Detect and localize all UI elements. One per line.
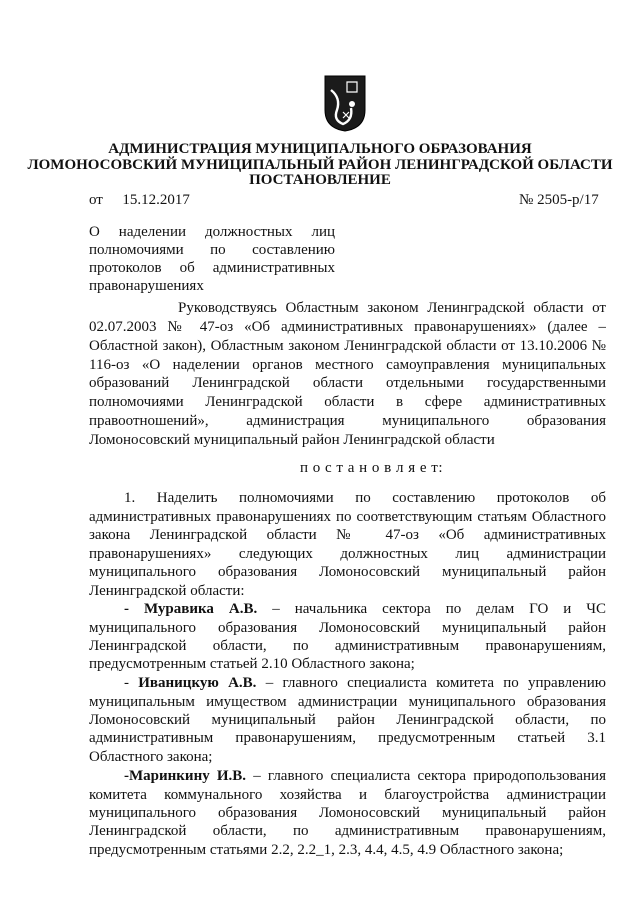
item-line: административных правонарушениях по соответствующим статьям Областного	[89, 509, 606, 525]
document-type-title: ПОСТАНОВЛЕНИЕ	[249, 172, 391, 188]
date-prefix: от	[89, 192, 103, 208]
person-line: административным правонарушениям, предусмотренным статьей 3.1	[89, 730, 606, 746]
item-line: 1. Наделить полномочиями по составлению протоколов об	[124, 490, 606, 506]
preamble-line: 02.07.2003 № 47-оз «Об административных правонарушениях» (далее –	[89, 319, 606, 335]
preamble-line: 116-оз «О наделении органов местного самоуправления муниципальных	[89, 357, 606, 373]
preamble-line: образований Ленинградской области отдельными государственными	[89, 375, 606, 391]
subject-line: протоколов об административных	[89, 260, 335, 276]
preamble-line: Областной закон), Областным законом Ленинградской области от 13.10.2006 №	[89, 338, 606, 354]
person-line: муниципального образования Ломоносовский муниципальный район	[89, 805, 606, 821]
coat-of-arms-icon	[323, 74, 367, 132]
person-line: комитета коммунального хозяйства и благоустройства администрации	[89, 787, 606, 803]
person-name: - Муравика А.В.	[124, 601, 258, 617]
person-name: -Маринкину И.В.	[124, 768, 247, 784]
document-date: 15.12.2017	[122, 192, 190, 208]
person-line: муниципального образования Ломоносовский муниципальный район	[89, 620, 606, 636]
person-first-line	[124, 600, 606, 618]
person-position: – начальника сектора по делам ГО и ЧС	[257, 601, 606, 617]
person-line: Ленинградской области, по административным правонарушениям,	[89, 823, 606, 839]
decree-word: п о с т а н о в л я е т:	[300, 460, 444, 476]
item-line: закона Ленинградской области № 47-оз «Об административных	[89, 527, 606, 543]
item-line: Ленинградской области:	[89, 583, 245, 599]
person-line: Областного закона;	[89, 749, 213, 765]
person-line: предусмотренным статьей 2.10 Областного закона;	[89, 656, 415, 672]
person-name: Иваницкую А.В.	[138, 675, 257, 691]
number-row	[519, 191, 599, 209]
item-line: правонарушениях» следующих должностных лиц администрации	[89, 546, 606, 562]
person-first-line	[124, 674, 606, 692]
date-row	[89, 191, 190, 209]
preamble-line: полномочиями Ленинградской области в сфере административных	[89, 394, 606, 410]
document-number: 2505-р/17	[537, 192, 599, 208]
person-line: Ленинградской области, по административным правонарушениям,	[89, 638, 606, 654]
org-title-line-2: ЛОМОНОСОВСКИЙ МУНИЦИПАЛЬНЫЙ РАЙОН ЛЕНИНГРАДСКОЙ ОБЛАСТИ	[27, 157, 613, 173]
person-line: Ломоносовский муниципальный район Ленинградской области, по	[89, 712, 606, 728]
person-line: предусмотренным статьями 2.2, 2.2_1, 2.3, 4.4, 4.5, 4.9 Областного закона;	[89, 842, 564, 858]
subject-line: О наделении должностных лиц	[89, 224, 335, 240]
preamble-line: Руководствуясь Областным законом Ленинградской области от	[178, 300, 606, 316]
person-first-line	[124, 767, 606, 785]
preamble-line: Ломоносовский муниципальный район Ленинградской области	[89, 432, 495, 448]
person-position: – главного специалиста комитета по управлению	[256, 675, 606, 691]
preamble-line: правоотношений», администрация муниципального образования	[89, 413, 606, 429]
person-position: – главного специалиста сектора природопользования	[246, 768, 606, 784]
subject-line: полномочиями по составлению	[89, 242, 335, 258]
item-line: муниципального образования Ломоносовский муниципальный район	[89, 564, 606, 580]
number-prefix: №	[519, 192, 534, 208]
subject-line: правонарушениях	[89, 278, 204, 294]
person-dash: -	[124, 675, 139, 691]
org-title-line-1: АДМИНИСТРАЦИЯ МУНИЦИПАЛЬНОГО ОБРАЗОВАНИЯ	[108, 141, 532, 157]
person-line: муниципальным имуществом администрации муниципального образования	[89, 694, 606, 710]
